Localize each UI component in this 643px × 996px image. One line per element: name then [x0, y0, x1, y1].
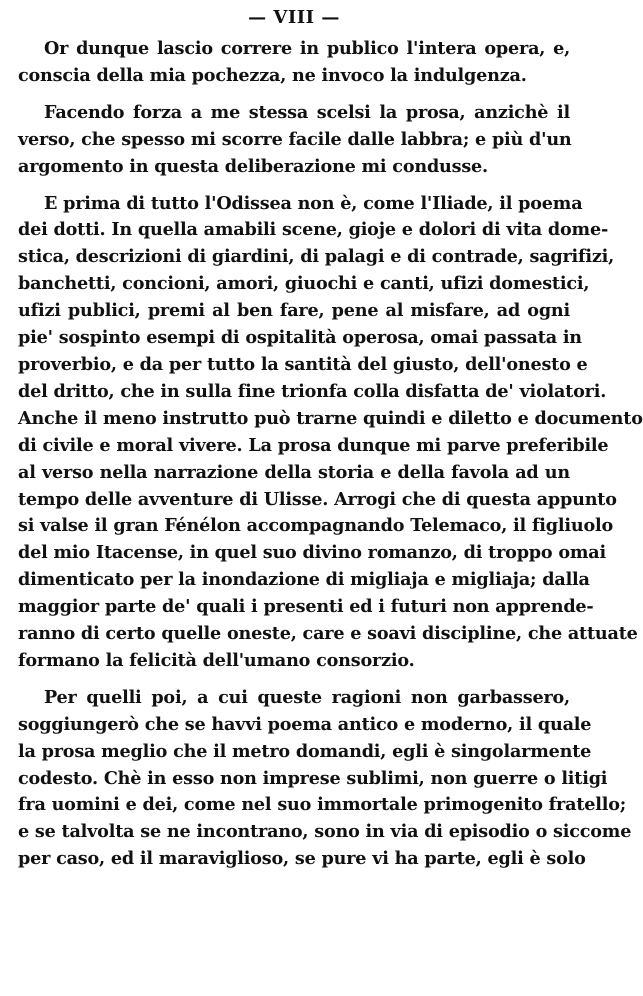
text-line: conscia della mia pochezza, ne invoco la indulgenza. [18, 64, 527, 86]
paragraph [18, 191, 643, 675]
text-line: maggior parte de' quali i presenti ed i futuri non apprende- [18, 596, 594, 618]
text-line: argomento in questa deliberazione mi condusse. [18, 155, 488, 177]
text-line: dei dotti. In quella amabili scene, gioje e dolori di vita dome- [18, 219, 609, 241]
text-line: dimenticato per la inondazione di migliaja e migliaja; dalla [18, 569, 590, 591]
text-line: codesto. Chè in esso non imprese sublimi, non guerre o litigi [18, 767, 608, 789]
body-text [18, 36, 643, 873]
text-line: del mio Itacense, in quel suo divino romanzo, di troppo omai [18, 542, 606, 564]
text-line: Per quelli poi, a cui queste ragioni non garbassero, [44, 686, 570, 708]
text-line: Anche il meno instrutto può trarne quindi e diletto e documento [18, 407, 643, 429]
page-number: — VIII — [248, 7, 340, 28]
text-line: stica, descrizioni di giardini, di palagi e di contrade, sagrifizi, [18, 246, 615, 268]
paragraph [18, 685, 632, 873]
text-line: pie' sospinto esempi di ospitalità operosa, omai passata in [18, 327, 582, 349]
text-line: di civile e moral vivere. La prosa dunque mi parve preferibile [18, 434, 609, 456]
text-line: E prima di tutto l'Odissea non è, come l'Iliade, il poema [44, 192, 583, 214]
text-line: verso, che spesso mi scorre facile dalle labbra; e più d'un [18, 128, 572, 150]
text-line: al verso nella narrazione della storia e della favola ad un [18, 461, 570, 483]
text-line: si valse il gran Fénélon accompagnando Telemaco, il figliuolo [18, 515, 614, 537]
text-line: fra uomini e dei, come nel suo immortale primogenito fratello; [18, 794, 627, 816]
text-line: Or dunque lascio correre in publico l'intera opera, e, [44, 38, 570, 59]
text-line: la prosa meglio che il metro domandi, egli è singolarmente [18, 740, 592, 762]
text-line: tempo delle avventure di Ulisse. Arrogi che di questa appunto [18, 488, 617, 510]
text-line: proverbio, e da per tutto la santità del giusto, dell'onesto e [18, 353, 588, 375]
text-line: e se talvolta se ne incontrano, sono in via di episodio o siccome [18, 821, 632, 843]
text-line: ufizi publici, premi al ben fare, pene al misfare, ad ogni [18, 300, 570, 322]
text-line: formano la felicità dell'umano consorzio. [18, 649, 415, 671]
text-line: banchetti, concioni, amori, giuochi e canti, ufizi domestici, [18, 273, 590, 295]
text-line: ranno di certo quelle oneste, care e soavi discipline, che attuate [18, 623, 638, 645]
text-line: Facendo forza a me stessa scelsi la prosa, anzichè il [44, 101, 570, 123]
paragraph [18, 36, 570, 90]
paragraph [18, 100, 570, 181]
text-line: per caso, ed il maraviglioso, se pure vi ha parte, egli è solo [18, 848, 586, 870]
text-line: del dritto, che in sulla fine trionfa colla disfatta de' violatori. [18, 380, 607, 402]
text-line: soggiungerò che se havvi poema antico e moderno, il quale [18, 713, 592, 735]
